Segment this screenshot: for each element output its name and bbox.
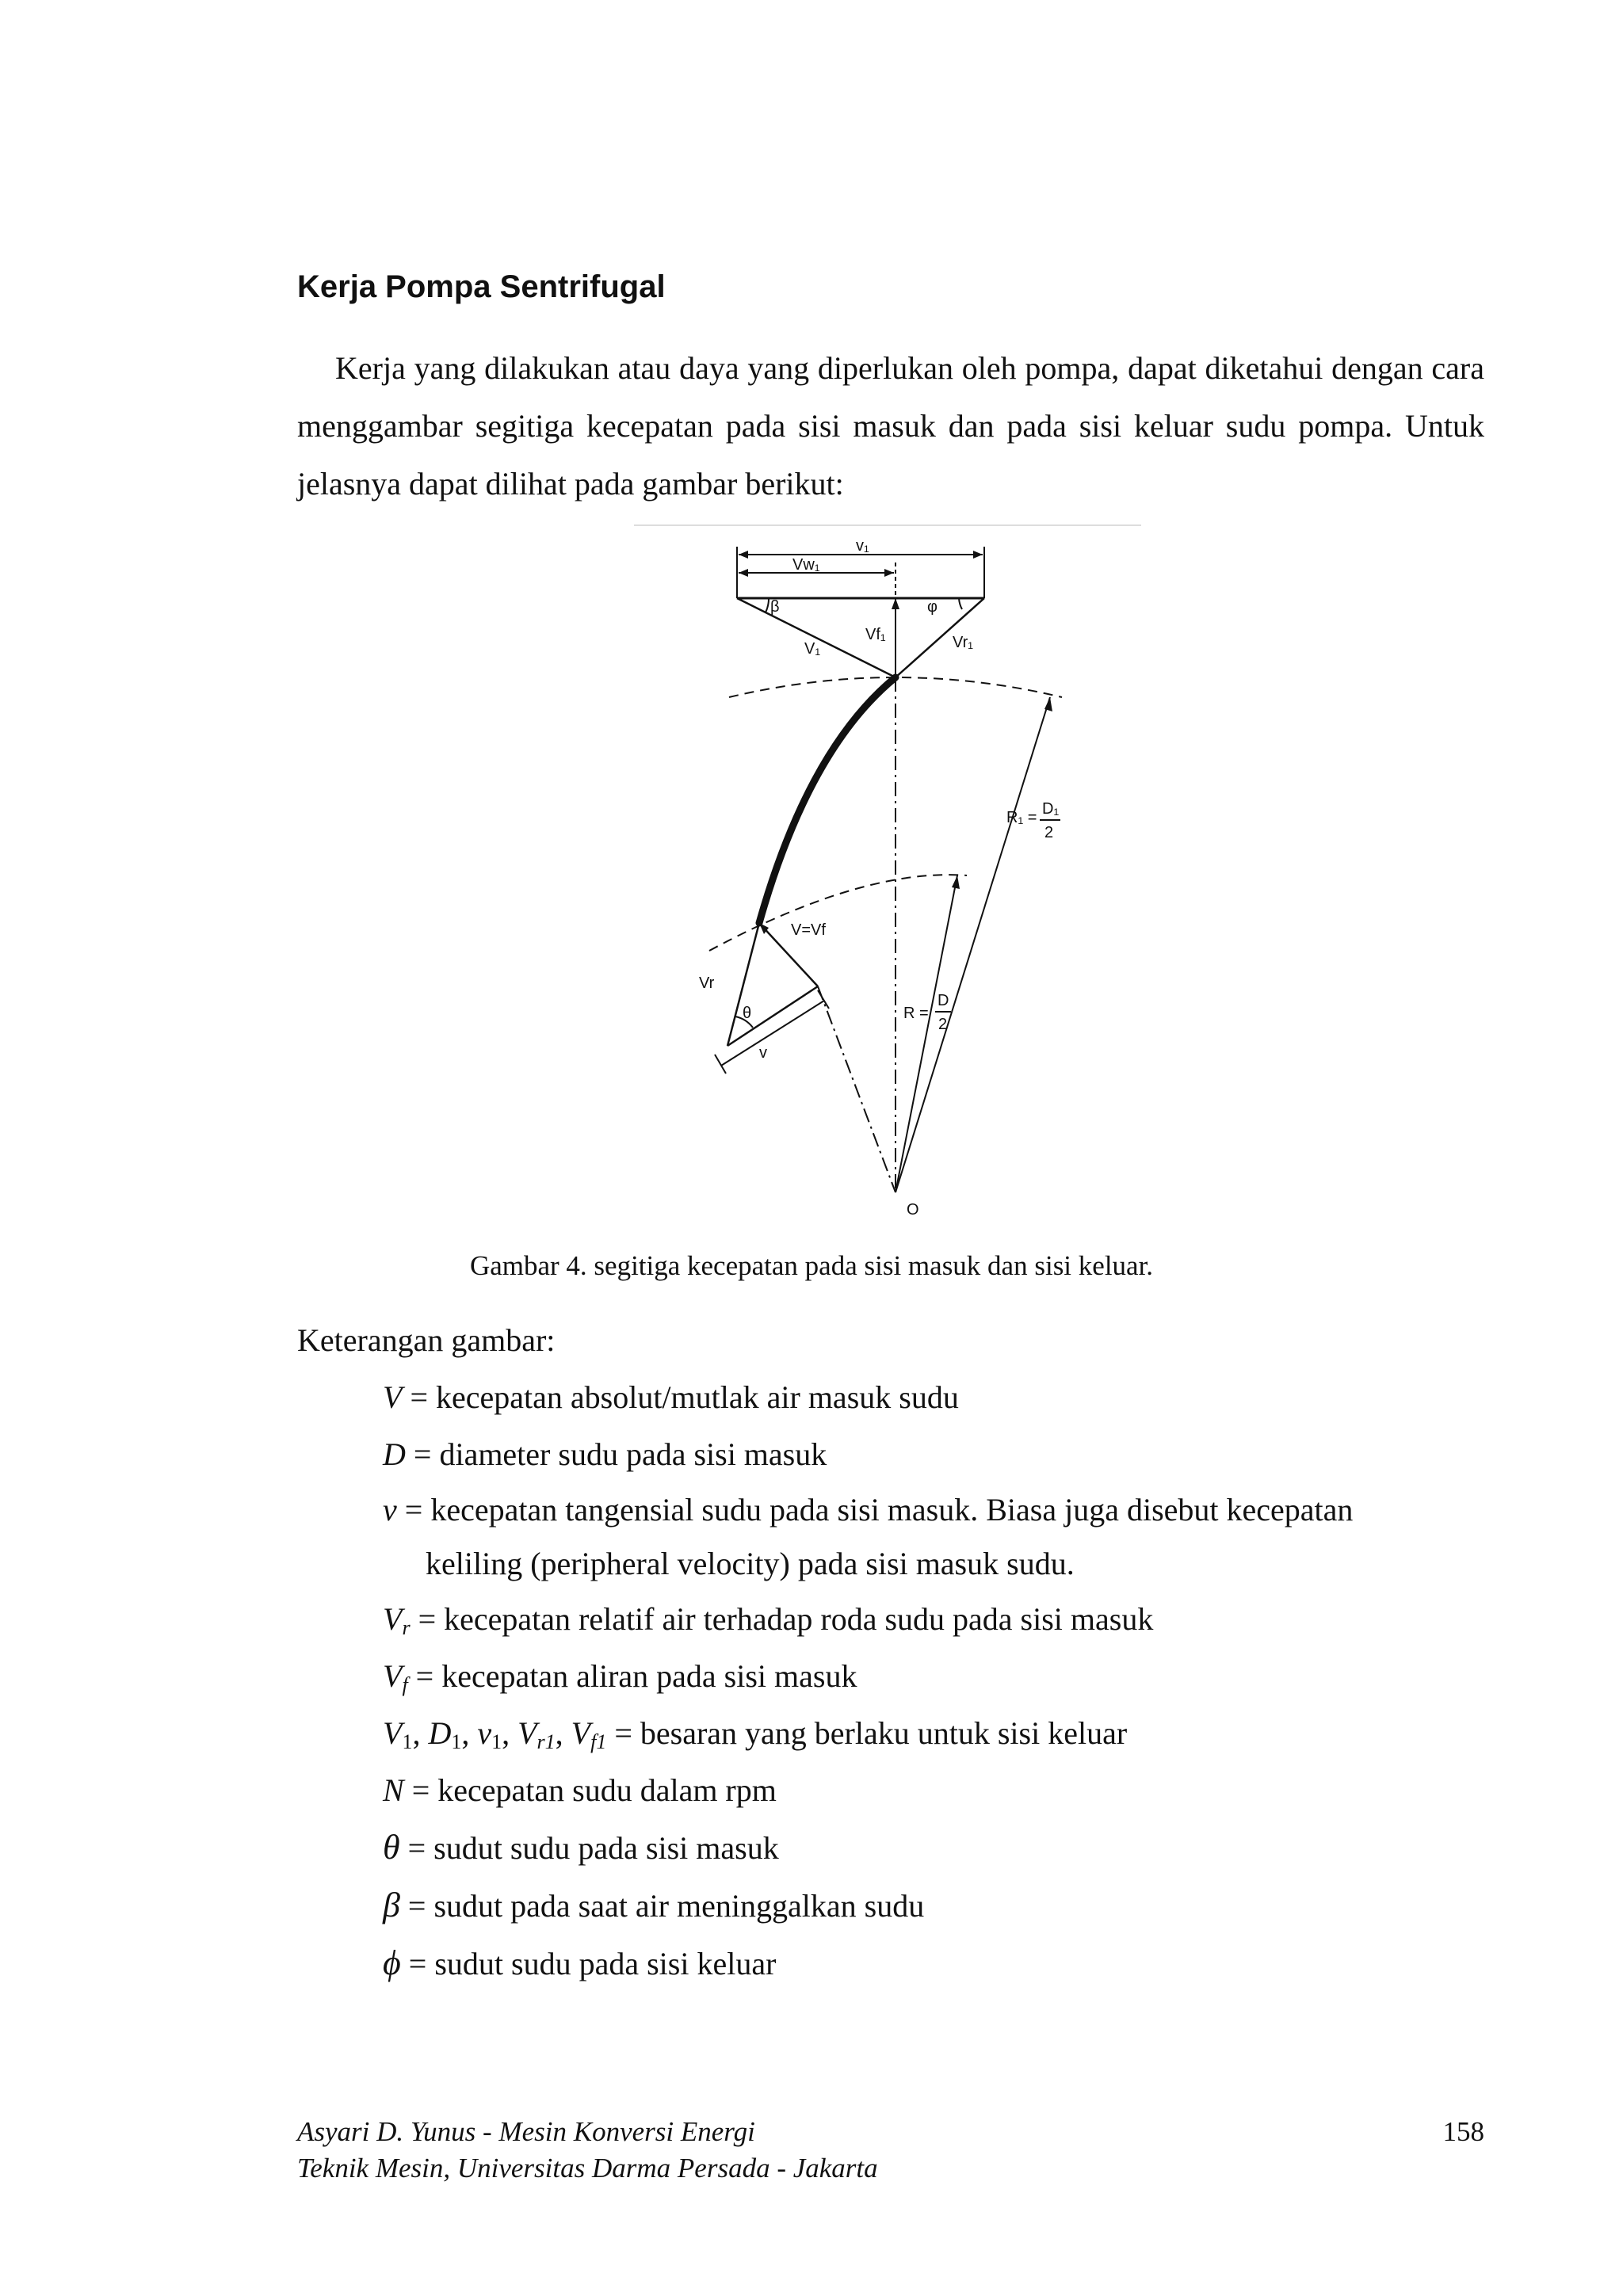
legend-item-beta: β = sudut pada saat air meninggalkan sudu xyxy=(383,1886,925,1924)
legend-item-Vf: $V_f$ = kecepatan aliran pada sisi masuk xyxy=(383,1658,857,1696)
figure-caption: Gambar 4. segitiga kecepatan pada sisi masuk dan sisi keluar. xyxy=(469,1250,1154,1281)
phi-arc xyxy=(959,598,962,609)
inner-circle-arc xyxy=(709,875,967,951)
legend-item-D: D = diameter sudu pada sisi masuk xyxy=(383,1436,827,1472)
radius-R1-line xyxy=(896,697,1050,1192)
arrowhead xyxy=(892,598,899,609)
label-V-eq-Vf: V=Vf xyxy=(791,921,826,939)
velocity-triangle-figure xyxy=(634,519,1141,1232)
footer-institution-line: Teknik Mesin, Universitas Darma Persada - Jakarta xyxy=(297,2153,878,2183)
label-v: v xyxy=(759,1044,767,1062)
label-D1: D₁ xyxy=(1042,800,1060,818)
legend-item-outlet: $V_1$, $D_1$, $v_1$, $V_{r1}$, $V_{f1}$ = besaran yang berlaku untuk sisi keluar xyxy=(383,1715,1128,1753)
page-number: 158 xyxy=(1442,2116,1484,2147)
label-Vr: Vr xyxy=(699,974,715,992)
label-vw1: Vw₁ xyxy=(792,556,820,574)
arrowhead xyxy=(739,551,748,559)
arrowhead xyxy=(739,569,748,577)
legend-item-Vr: $V_r$ = kecepatan relatif air terhadap roda sudu pada sisi masuk xyxy=(383,1601,1154,1639)
legend-item-N: N = kecepatan sudu dalam rpm xyxy=(383,1772,777,1808)
page-footer xyxy=(297,2114,878,2187)
label-V1: V₁ xyxy=(804,640,821,658)
legend-item-v: v = kecepatan tangensial sudu pada sisi masuk. Biasa juga disebut kecepatan keliling (peripheral velocity) pada sisi masuk sudu. xyxy=(383,1492,1354,1581)
arrowhead xyxy=(952,875,960,889)
label-R: R = xyxy=(903,1005,929,1022)
legend-list xyxy=(383,1369,1484,1993)
label-beta: β xyxy=(770,598,780,616)
label-origin: O xyxy=(907,1201,919,1219)
arrowhead xyxy=(884,569,894,577)
velocity-triangle-diagram xyxy=(634,519,1141,1232)
label-v1: v₁ xyxy=(856,537,869,555)
label-two-1: 2 xyxy=(1044,824,1054,841)
label-phi: φ xyxy=(927,598,938,616)
section-heading: Kerja Pompa Sentrifugal xyxy=(297,269,666,304)
legend-title: Keterangan gambar: xyxy=(297,1322,556,1358)
label-Vr1: Vr₁ xyxy=(953,634,974,651)
label-theta: θ xyxy=(743,1005,752,1022)
label-D: D xyxy=(938,992,949,1009)
footer-author-line: Asyari D. Yunus - Mesin Konversi Energi xyxy=(297,2116,755,2147)
label-Vf1: Vf₁ xyxy=(865,626,886,643)
legend-item-V: V = kecepatan absolut/mutlak air masuk sudu xyxy=(383,1379,959,1415)
arrowhead xyxy=(973,551,983,559)
intro-paragraph: Kerja yang dilakukan atau daya yang diperlukan oleh pompa, dapat diketahui dengan cara menggambar segitiga kecepatan pada sisi masuk dan pada sisi keluar sudu pompa. Untuk jelasnya dapat dilihat pada gambar berikut: xyxy=(297,350,1484,502)
legend-item-theta: θ = sudut sudu pada sisi masuk xyxy=(383,1828,779,1867)
label-two-2: 2 xyxy=(938,1016,948,1033)
radius-R-line xyxy=(896,875,957,1192)
beta-arc xyxy=(766,598,769,612)
inlet-radial-line xyxy=(818,986,896,1192)
label-R1: R₁ = xyxy=(1006,809,1037,826)
legend-item-phi: ϕ = sudut sudu pada sisi keluar xyxy=(383,1943,777,1982)
arrowhead xyxy=(1044,697,1052,711)
blade-curve xyxy=(759,677,896,923)
